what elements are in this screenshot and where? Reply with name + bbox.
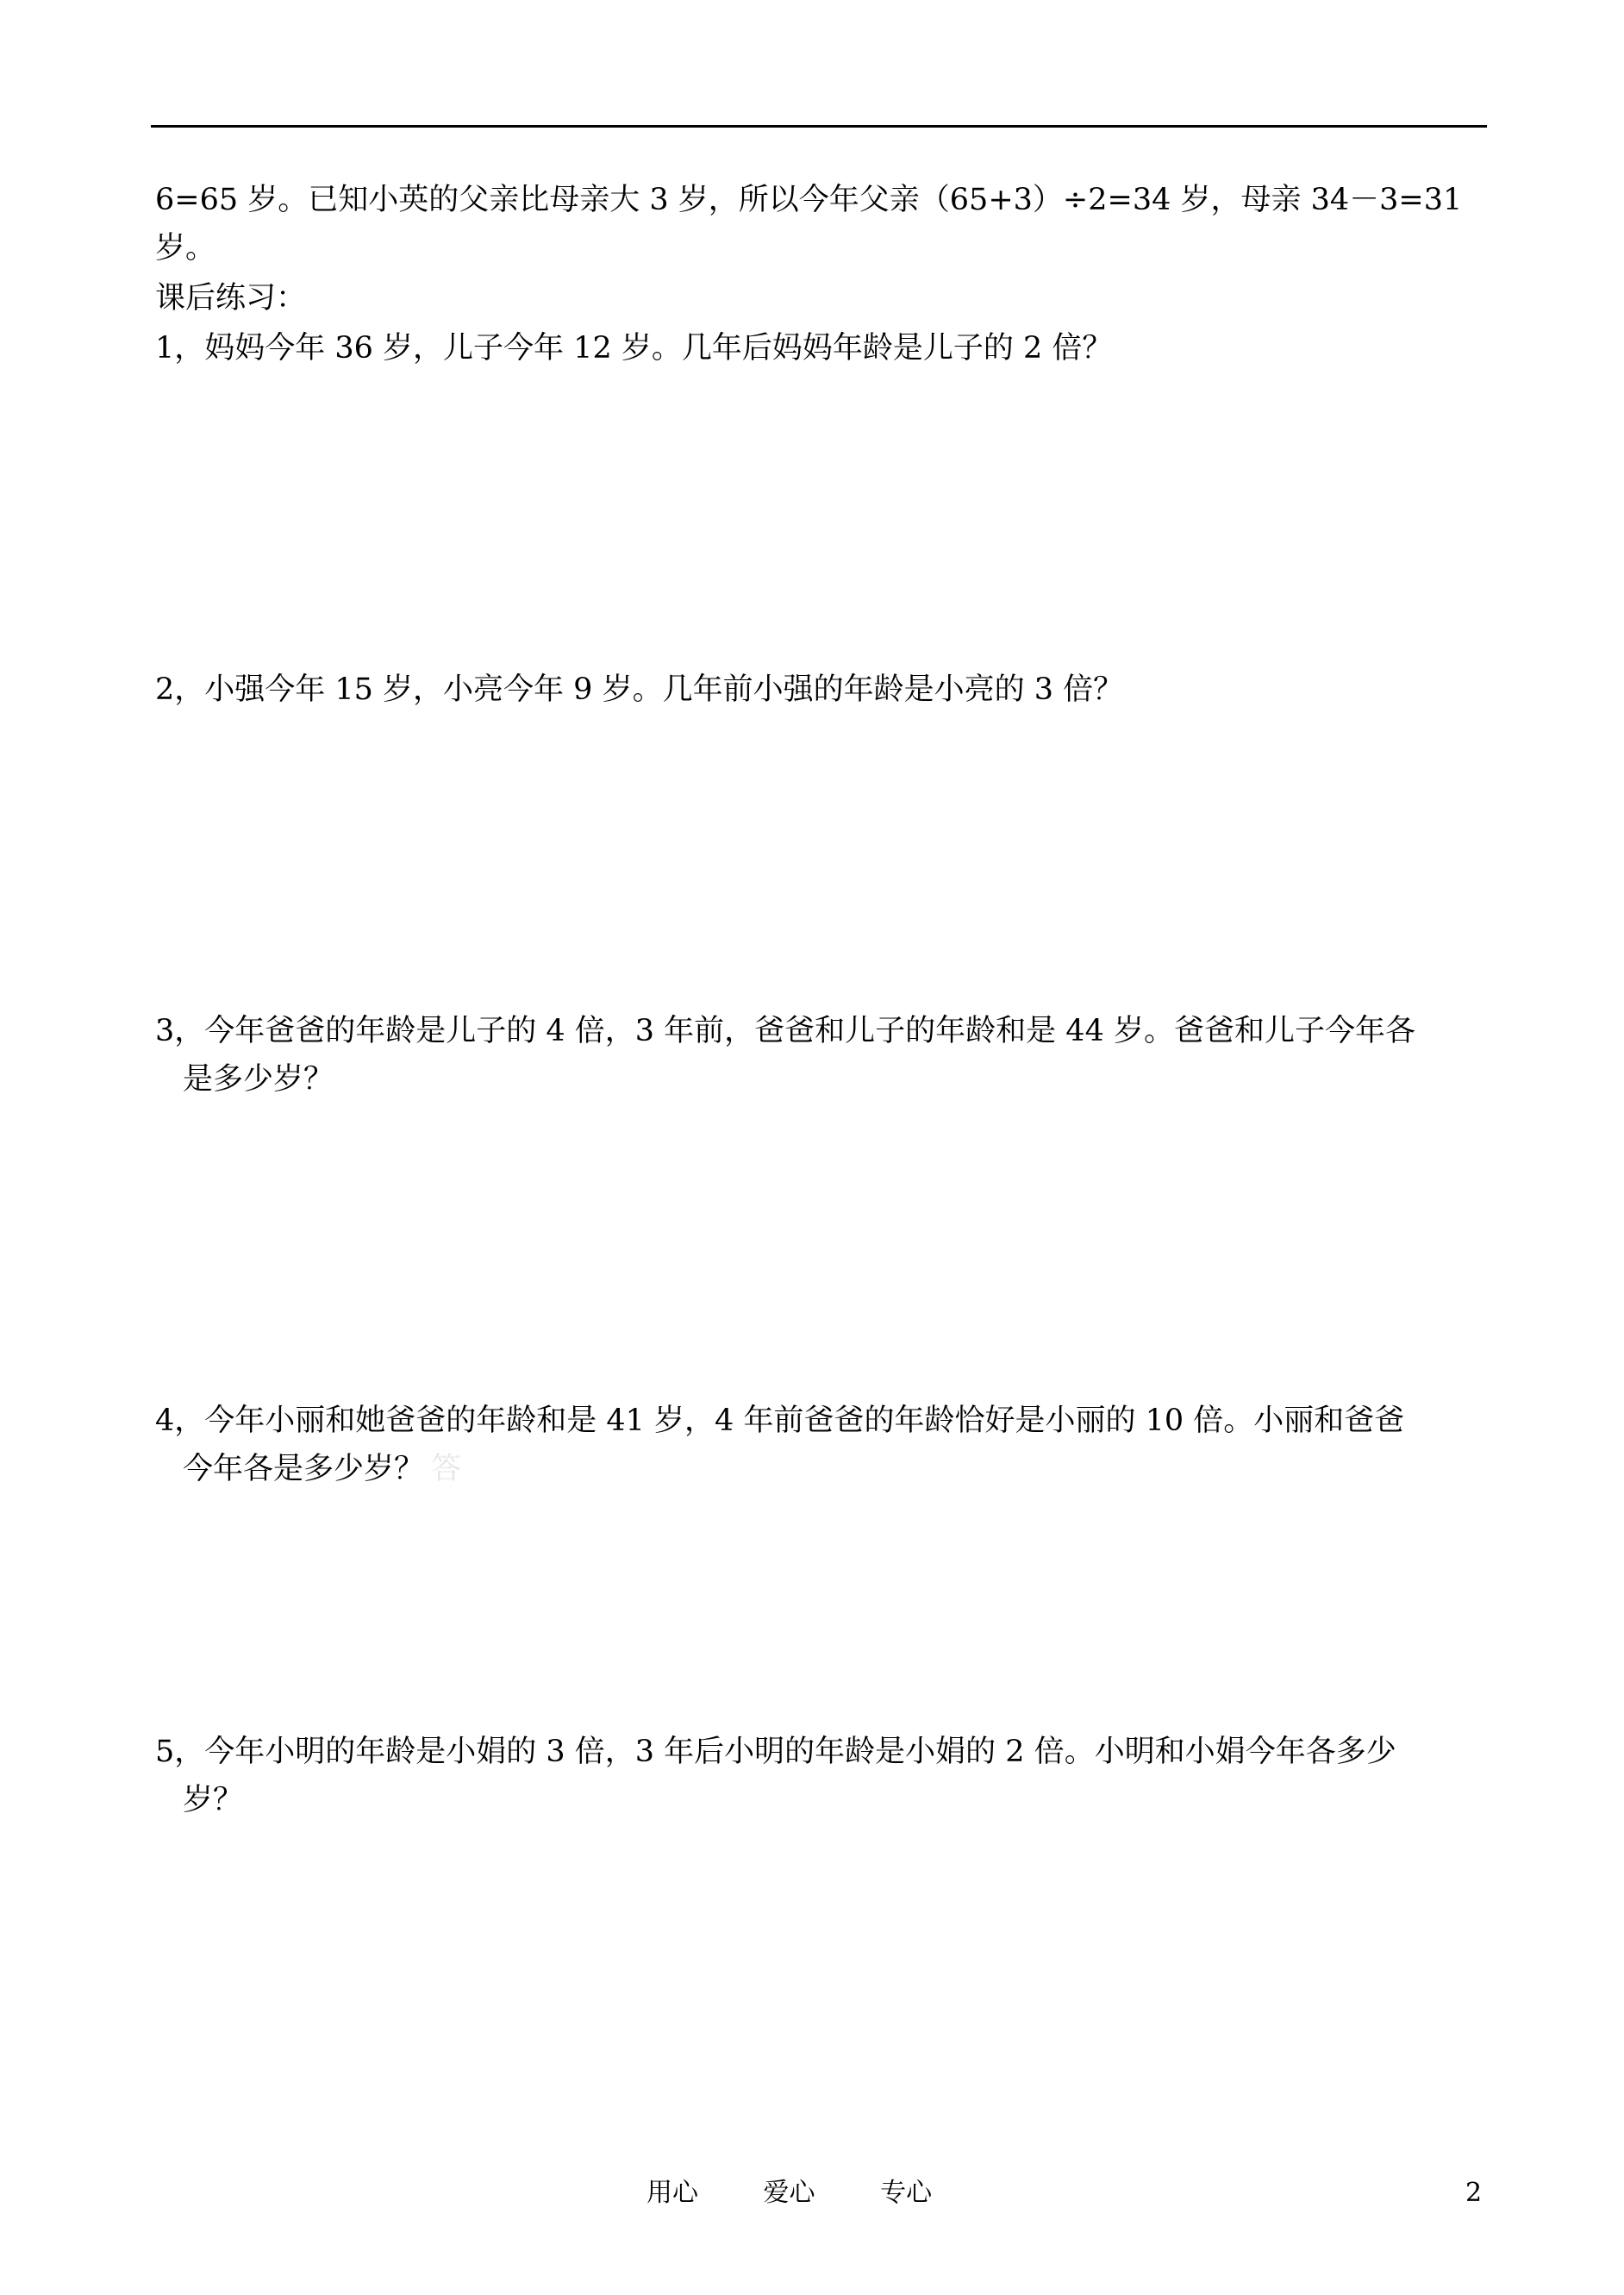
question-4-continuation xyxy=(183,1450,461,1488)
section-title: 课后练习： xyxy=(155,281,307,316)
question-3: 3，今年爸爸的年龄是儿子的 4 倍，3 年前，爸爸和儿子的年龄和是 44 岁。爸爸和儿子今年各 xyxy=(155,1014,1415,1048)
question-2: 2，小强今年 15 岁，小亮今年 9 岁。几年前小强的年龄是小亮的 3 倍？ xyxy=(155,672,1124,707)
header-rule xyxy=(151,125,1487,128)
question-5: 5，今年小明的年龄是小娟的 3 倍，3 年后小明的年龄是小娟的 2 倍。小明和小娟今年各多少 xyxy=(155,1735,1396,1769)
faint-mark: 答 xyxy=(431,1452,462,1486)
question-5-continuation: 岁？ xyxy=(183,1783,244,1817)
question-3-continuation: 是多少岁？ xyxy=(183,1062,334,1097)
motto-word-1: 用心 xyxy=(646,2178,698,2208)
footer-motto xyxy=(646,2176,932,2211)
question-4-continuation-text: 今年各是多少岁？ xyxy=(183,1452,425,1486)
motto-word-3: 专心 xyxy=(880,2178,933,2208)
question-4: 4，今年小丽和她爸爸的年龄和是 41 岁，4 年前爸爸的年龄恰好是小丽的 10 倍。小丽和爸爸 xyxy=(155,1404,1405,1438)
page-number: 2 xyxy=(1465,2178,1483,2208)
intro-line-2: 岁。 xyxy=(155,231,216,266)
motto-word-2: 爱心 xyxy=(763,2178,815,2208)
intro-line-1: 6=65 岁。已知小英的父亲比母亲大 3 岁，所以今年父亲（65+3）÷2=34 岁，母亲 34－3=31 xyxy=(155,183,1463,217)
question-1: 1，妈妈今年 36 岁，儿子今年 12 岁。几年后妈妈年龄是儿子的 2 倍？ xyxy=(155,331,1113,366)
